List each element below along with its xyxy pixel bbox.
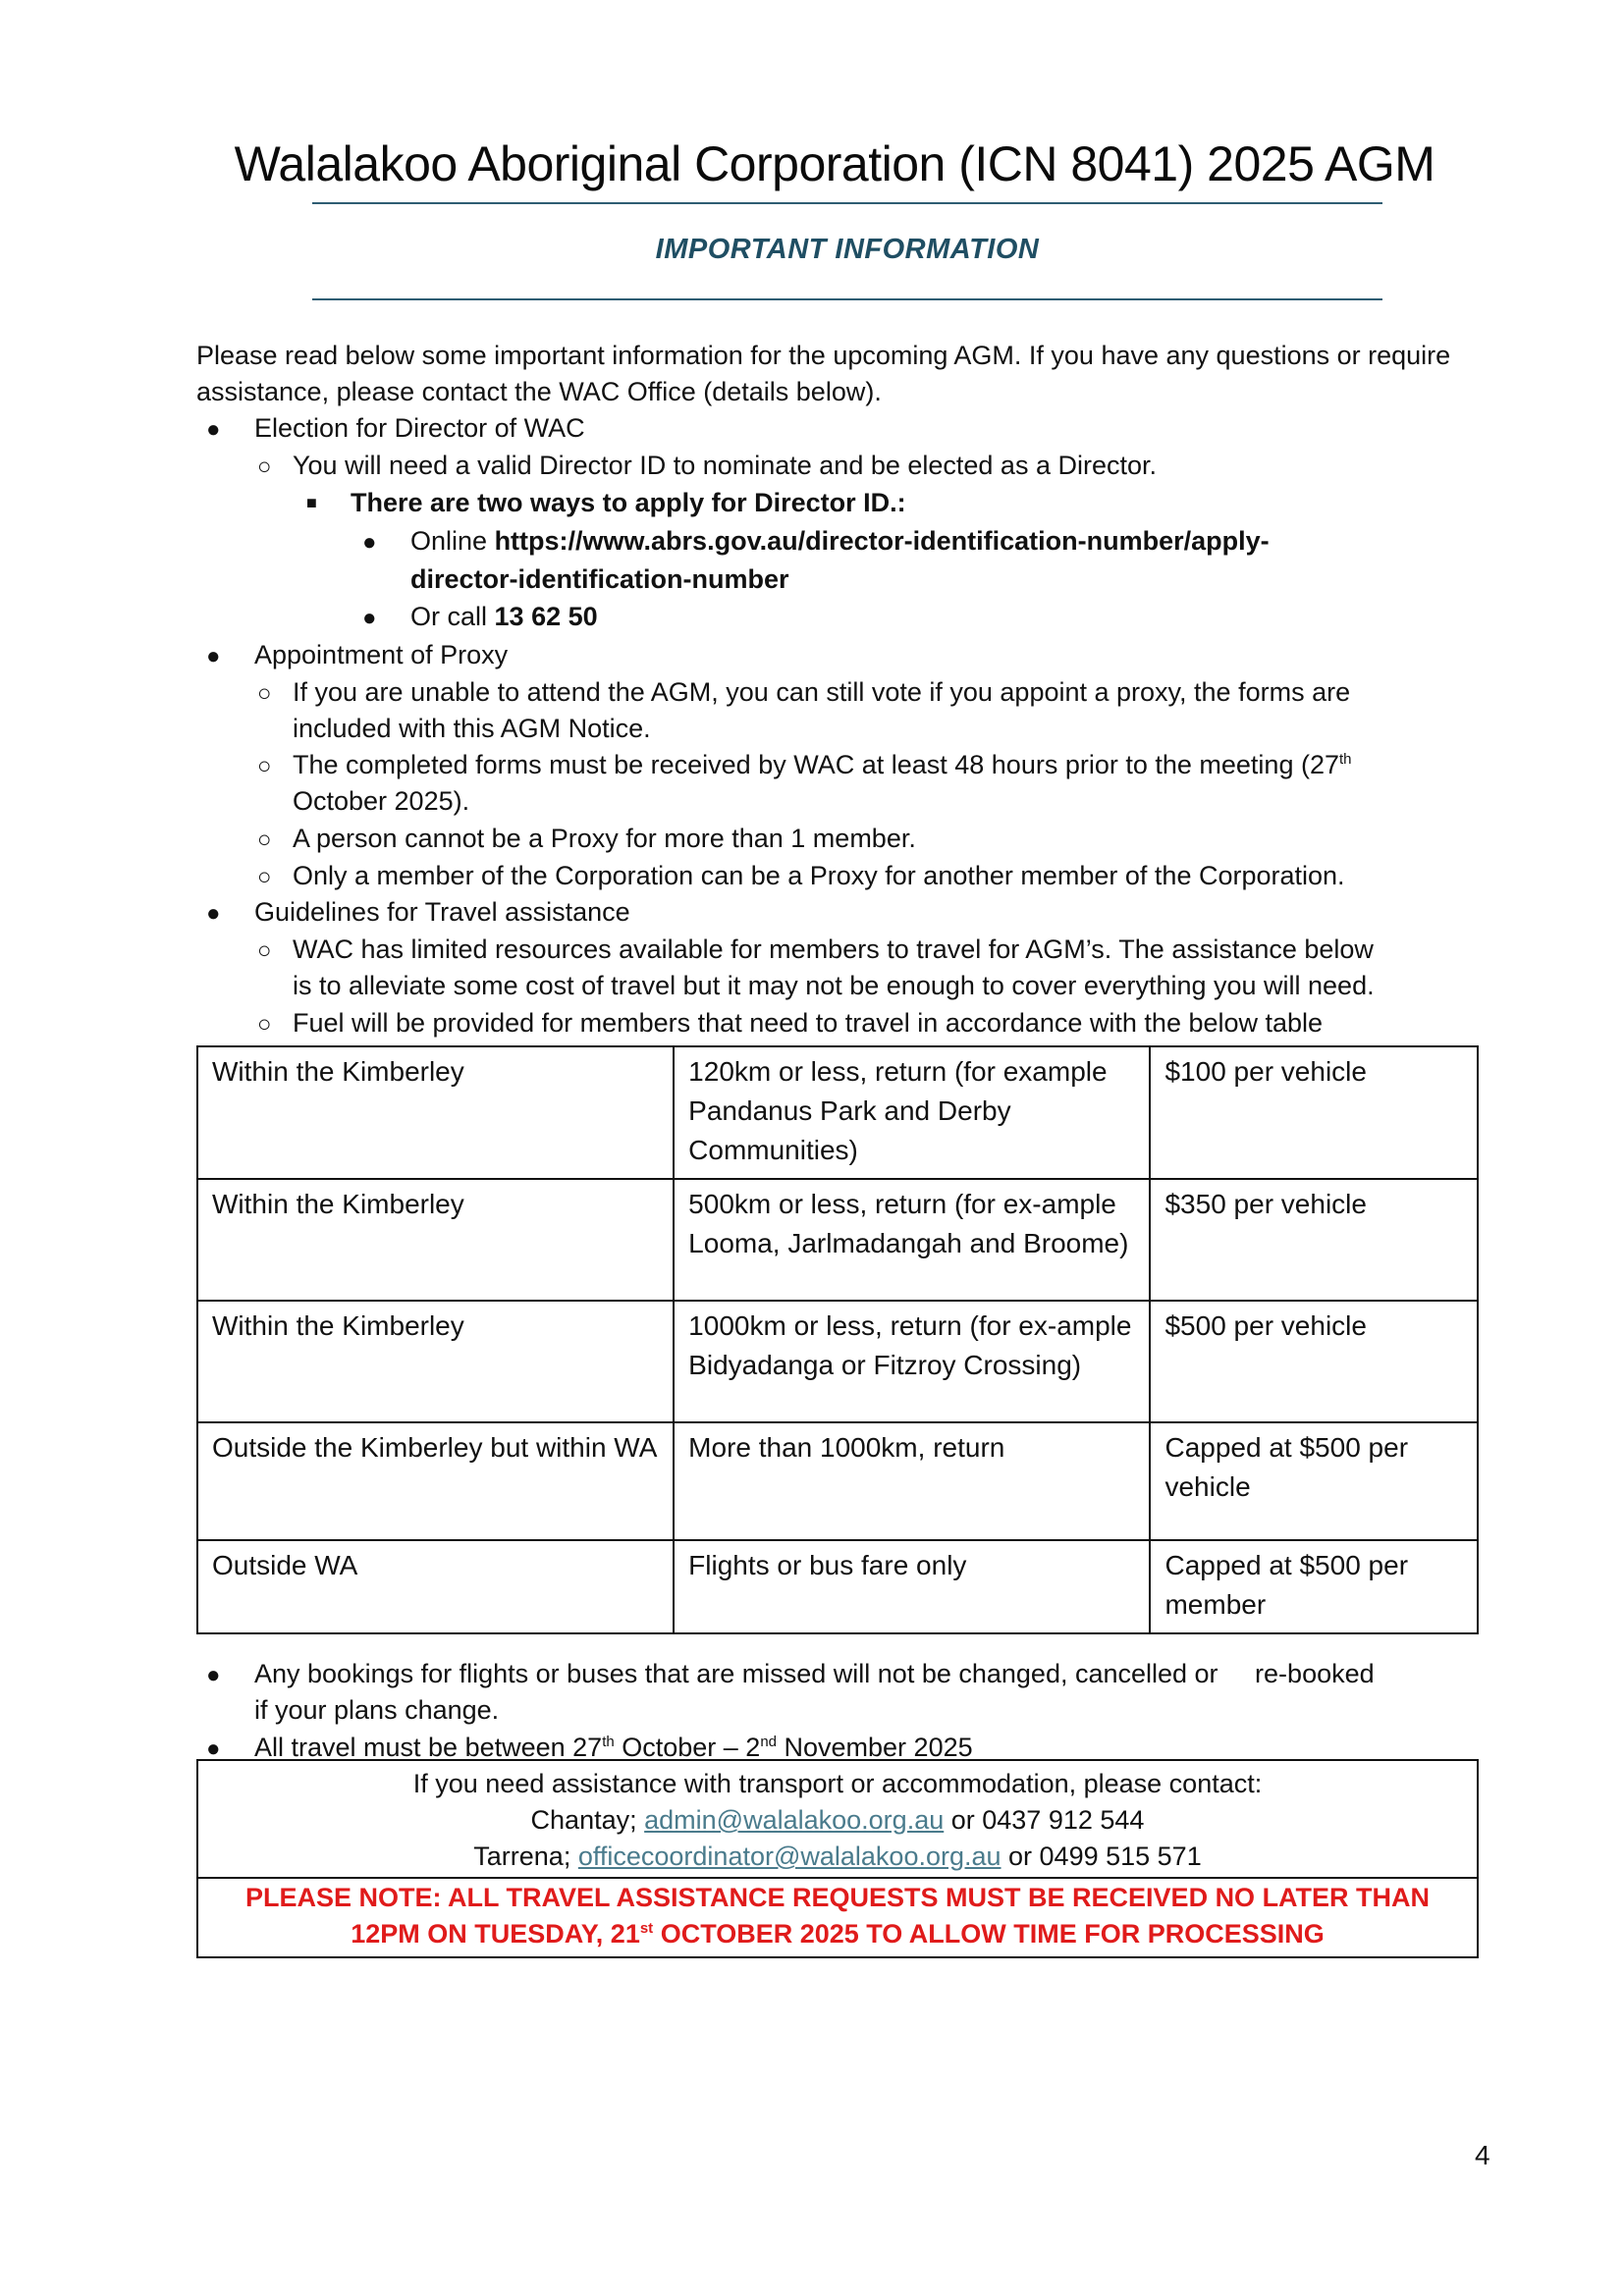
bullet-icon: ● [362, 605, 377, 631]
subtitle-underline [312, 298, 1382, 300]
dates-text-a: All travel must be between 27 [254, 1733, 603, 1762]
table-cell-location: Outside WA [197, 1540, 674, 1633]
contact-name-2: Tarrena; [473, 1842, 571, 1871]
proxy-item-3: A person cannot be a Proxy for more than 1 member. [293, 824, 916, 853]
section-subtitle: IMPORTANT INFORMATION [655, 234, 1040, 265]
contact-intro: If you need assistance with transport or accommodation, please contact: [412, 1769, 1263, 1798]
bullet-icon: ● [206, 643, 221, 669]
circle-bullet-icon: ○ [257, 937, 272, 964]
bullet-icon: ● [206, 416, 221, 443]
contact-phone-2: or 0499 515 571 [1008, 1842, 1202, 1871]
dates-sup-1: th [602, 1734, 615, 1750]
table-cell-amount: Capped at $500 per vehicle [1150, 1422, 1478, 1540]
table-cell-distance: 1000km or less, return (for ex-ample Bidyadanga or Fitzroy Crossing) [674, 1301, 1150, 1422]
election-director-id-item: You will need a valid Director ID to nominate and be elected as a Director. [293, 451, 1157, 480]
table-cell-distance: Flights or bus fare only [674, 1540, 1150, 1633]
circle-bullet-icon: ○ [257, 753, 272, 779]
table-cell-distance: More than 1000km, return [674, 1422, 1150, 1540]
deadline-text-a: 12PM ON TUESDAY, 21 [351, 1919, 640, 1949]
table-row [197, 1046, 1478, 1179]
bookings-note: Any bookings for flights or buses that are missed will not be changed, cancelled or re-booked [254, 1659, 1375, 1688]
email-link-officecoordinator[interactable]: officecoordinator@walalakoo.org.au [577, 1842, 1001, 1871]
page-number: 4 [1475, 2140, 1490, 2170]
abrs-url-continued[interactable]: director-identification-number [410, 564, 789, 594]
dates-sup-2: nd [760, 1734, 777, 1750]
table-cell-location: Within the Kimberley [197, 1301, 674, 1422]
bookings-note-cont: if your plans change. [254, 1695, 500, 1725]
table-row [197, 1301, 1478, 1422]
page-title: Walalakoo Aboriginal Corporation (ICN 8041) 2025 AGM [234, 136, 1435, 191]
election-online-item [410, 523, 1270, 560]
contact-box [196, 1759, 1479, 1958]
election-two-ways: There are two ways to apply for Director ID.: [351, 488, 906, 517]
dates-text-c: November 2025 [777, 1733, 973, 1762]
deadline-text-b: OCTOBER 2025 TO ALLOW TIME FOR PROCESSING [653, 1919, 1325, 1949]
table-row [197, 1540, 1478, 1633]
table-cell-amount: $350 per vehicle [1150, 1179, 1478, 1301]
deadline-notice [198, 1879, 1477, 1956]
square-bullet-icon: ■ [306, 493, 317, 512]
table-cell-distance: 500km or less, return (for ex-ample Looma, Jarlmadangah and Broome) [674, 1179, 1150, 1301]
proxy-item-1-cont: included with this AGM Notice. [293, 714, 651, 743]
contact-tarrena [198, 1839, 1477, 1875]
travel-item-1-cont: is to alleviate some cost of travel but it may not be enough to cover everything you will need. [293, 971, 1375, 1000]
proxy-item-2 [293, 747, 1352, 783]
contact-details [198, 1761, 1477, 1879]
circle-bullet-icon: ○ [257, 454, 272, 480]
contact-phone-1: or 0437 912 544 [950, 1805, 1145, 1835]
deadline-notice-line-1: PLEASE NOTE: ALL TRAVEL ASSISTANCE REQUESTS MUST BE RECEIVED NO LATER THAN [244, 1883, 1431, 1912]
call-label: Or call [410, 602, 488, 631]
table-cell-location: Within the Kimberley [197, 1046, 674, 1179]
title-underline [312, 202, 1382, 204]
deadline-sup: st [639, 1920, 654, 1937]
election-call-item [410, 599, 598, 635]
travel-item-2: Fuel will be provided for members that need to travel in accordance with the below table [293, 1008, 1324, 1038]
proxy-item-1: If you are unable to attend the AGM, you can still vote if you appoint a proxy, the forms are [293, 677, 1351, 707]
circle-bullet-icon: ○ [257, 864, 272, 890]
proxy-heading: Appointment of Proxy [254, 640, 509, 669]
call-number: 13 62 50 [494, 602, 598, 631]
table-cell-amount: $500 per vehicle [1150, 1301, 1478, 1422]
travel-item-1: WAC has limited resources available for members to travel for AGM’s. The assistance below [293, 934, 1374, 964]
table-row [197, 1422, 1478, 1540]
deadline-notice-line-2 [198, 1916, 1477, 1952]
travel-assistance-table [196, 1045, 1479, 1634]
travel-heading: Guidelines for Travel assistance [254, 897, 630, 927]
email-link-admin[interactable]: admin@walalakoo.org.au [644, 1805, 945, 1835]
proxy-item-2-cont: October 2025). [293, 786, 470, 816]
bullet-icon: ● [206, 1735, 221, 1762]
circle-bullet-icon: ○ [257, 680, 272, 707]
election-heading: Election for Director of WAC [254, 413, 585, 443]
abrs-url-link[interactable]: https://www.abrs.gov.au/director-identification-number/apply- [494, 526, 1270, 556]
circle-bullet-icon: ○ [257, 1011, 272, 1038]
bullet-icon: ● [362, 529, 377, 556]
online-label: Online [410, 526, 488, 556]
table-cell-amount: $100 per vehicle [1150, 1046, 1478, 1179]
intro-paragraph: Please read below some important information for the upcoming AGM. If you have any questions or require assistance, please contact the WAC Office (details below). [196, 341, 1451, 406]
circle-bullet-icon: ○ [257, 827, 272, 853]
dates-text-b: October – 2 [614, 1733, 761, 1762]
contact-name-1: Chantay; [530, 1805, 637, 1835]
table-cell-location: Outside the Kimberley but within WA [197, 1422, 674, 1540]
table-cell-amount: Capped at $500 per member [1150, 1540, 1478, 1633]
bullet-icon: ● [206, 1662, 221, 1688]
proxy-item-4: Only a member of the Corporation can be a Proxy for another member of the Corporation. [293, 861, 1345, 890]
proxy-item-2-text: The completed forms must be received by WAC at least 48 hours prior to the meeting (27 [293, 750, 1339, 779]
contact-chantay [198, 1802, 1477, 1839]
table-row [197, 1179, 1478, 1301]
table-cell-location: Within the Kimberley [197, 1179, 674, 1301]
table-cell-distance: 120km or less, return (for example Pandanus Park and Derby Communities) [674, 1046, 1150, 1179]
bullet-icon: ● [206, 900, 221, 927]
proxy-item-2-sup: th [1339, 751, 1352, 768]
